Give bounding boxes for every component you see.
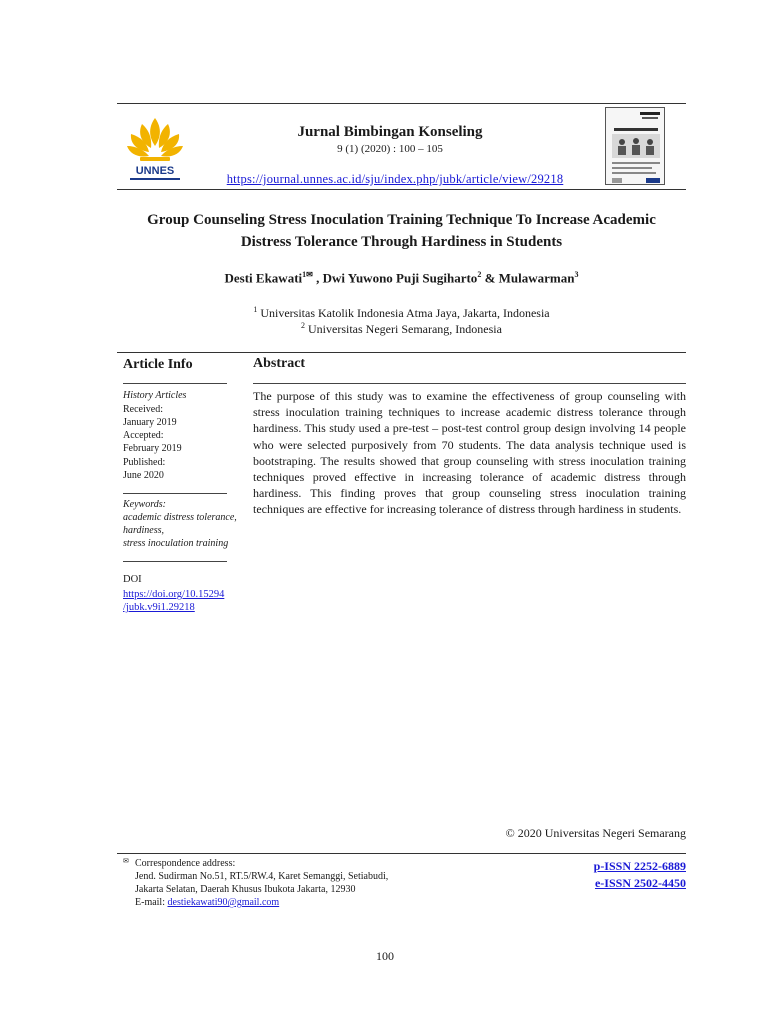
- copyright-notice: © 2020 Universitas Negeri Semarang: [505, 826, 686, 840]
- paper-title-line-2: Distress Tolerance Through Hardiness in Students: [240, 234, 563, 250]
- section-rule: [117, 352, 686, 353]
- author-3: Mulawarman: [498, 270, 575, 286]
- received-date: January 2019: [123, 417, 177, 428]
- footer-rule: [117, 853, 686, 854]
- address-line-1: Jend. Sudirman No.51, RT.5/RW.4, Karet Semanggi, Setiabudi,: [135, 871, 389, 882]
- keywords-rule: [123, 493, 227, 494]
- affiliation-2: [117, 321, 686, 337]
- author-2-sup: 2: [477, 270, 482, 279]
- journal-title: Jurnal Bimbingan Konseling: [297, 124, 483, 140]
- article-info-rule: [123, 383, 227, 384]
- correspondence-label: Correspondence address:: [135, 858, 236, 869]
- unnes-emblem-icon: [122, 112, 188, 188]
- unnes-logo: [122, 112, 188, 188]
- email-label: E-mail:: [135, 897, 168, 908]
- doi-link[interactable]: [123, 588, 243, 614]
- author-1: Desti Ekawati: [224, 270, 303, 286]
- article-info-heading: Article Info: [123, 357, 193, 372]
- keyword-item: academic distress tolerance,: [123, 512, 237, 523]
- received-label: Received:: [123, 404, 163, 415]
- keyword-item: stress inoculation training: [123, 538, 229, 549]
- affiliation-1: [117, 305, 686, 321]
- doi-link-line-2: /jubk.v9i1.29218: [123, 602, 195, 613]
- abstract-text: The purpose of this study was to examine the effectiveness of group counseling with stress inoculation training techniques to increase academic distress tolerance through hardiness. This study used a pre-test – post-test control group design involving 14 people who were selected purposively from 70 students. The data analysis technique used is bootstraping. The results showed that group counseling with stress inoculation training techniques proved effective in increasing tolerance of academic distress through hardiness. This finding proves that group counseling stress inoculation training techniques are effective for increasing tolerance of distress through hardiness in students.: [253, 389, 686, 517]
- author-2: Dwi Yuwono Puji Sugiharto: [322, 270, 478, 286]
- journal-cover-image: [605, 107, 665, 185]
- email-line: [135, 896, 279, 909]
- author-list: [117, 270, 686, 286]
- header-top-rule: [117, 103, 686, 104]
- author-3-sup: 3: [574, 270, 579, 279]
- history-label: History Articles: [123, 390, 187, 401]
- published-date: June 2020: [123, 470, 164, 481]
- paper-title: [117, 209, 686, 253]
- header-bottom-rule: [117, 189, 686, 190]
- abstract-rule: [253, 383, 686, 384]
- author-separator: &: [481, 270, 499, 286]
- author-separator: ,: [312, 270, 323, 286]
- published-label: Published:: [123, 457, 166, 468]
- author-1-sup: 1✉: [302, 270, 313, 279]
- p-issn-link[interactable]: p-ISSN 2252-6889: [593, 859, 686, 873]
- page-number: 100: [376, 949, 394, 963]
- affiliation-text: Universitas Negeri Semarang, Indonesia: [305, 322, 502, 336]
- affiliation-number: 1: [253, 305, 258, 314]
- accepted-label: Accepted:: [123, 430, 164, 441]
- affiliation-text: Universitas Katolik Indonesia Atma Jaya, Jakarta, Indonesia: [257, 306, 550, 320]
- abstract-heading: Abstract: [253, 356, 306, 371]
- svg-text:UNNES: UNNES: [135, 165, 175, 177]
- keywords-label: Keywords:: [123, 499, 166, 510]
- paper-title-line-1: Group Counseling Stress Inoculation Training Technique To Increase Academic: [147, 212, 656, 228]
- accepted-date: February 2019: [123, 443, 182, 454]
- envelope-icon: ✉: [123, 857, 129, 865]
- e-issn-link[interactable]: e-ISSN 2502-4450: [594, 876, 686, 890]
- journal-cover-icon: [606, 108, 665, 185]
- doi-label: DOI: [123, 574, 142, 585]
- journal-url-link[interactable]: https://journal.unnes.ac.id/sju/index.php/jubk/article/view/29218: [226, 172, 564, 186]
- keywords-end-rule: [123, 561, 227, 562]
- doi-link-line-1: https://doi.org/10.15294: [123, 589, 225, 600]
- keyword-item: hardiness,: [123, 525, 165, 536]
- journal-volume: 9 (1) (2020) : 100 – 105: [337, 143, 443, 155]
- email-link[interactable]: destiekawati90@gmail.com: [167, 897, 280, 908]
- address-line-2: Jakarta Selatan, Daerah Khusus Ibukota Jakarta, 12930: [135, 884, 356, 895]
- affiliation-number: 2: [301, 321, 306, 330]
